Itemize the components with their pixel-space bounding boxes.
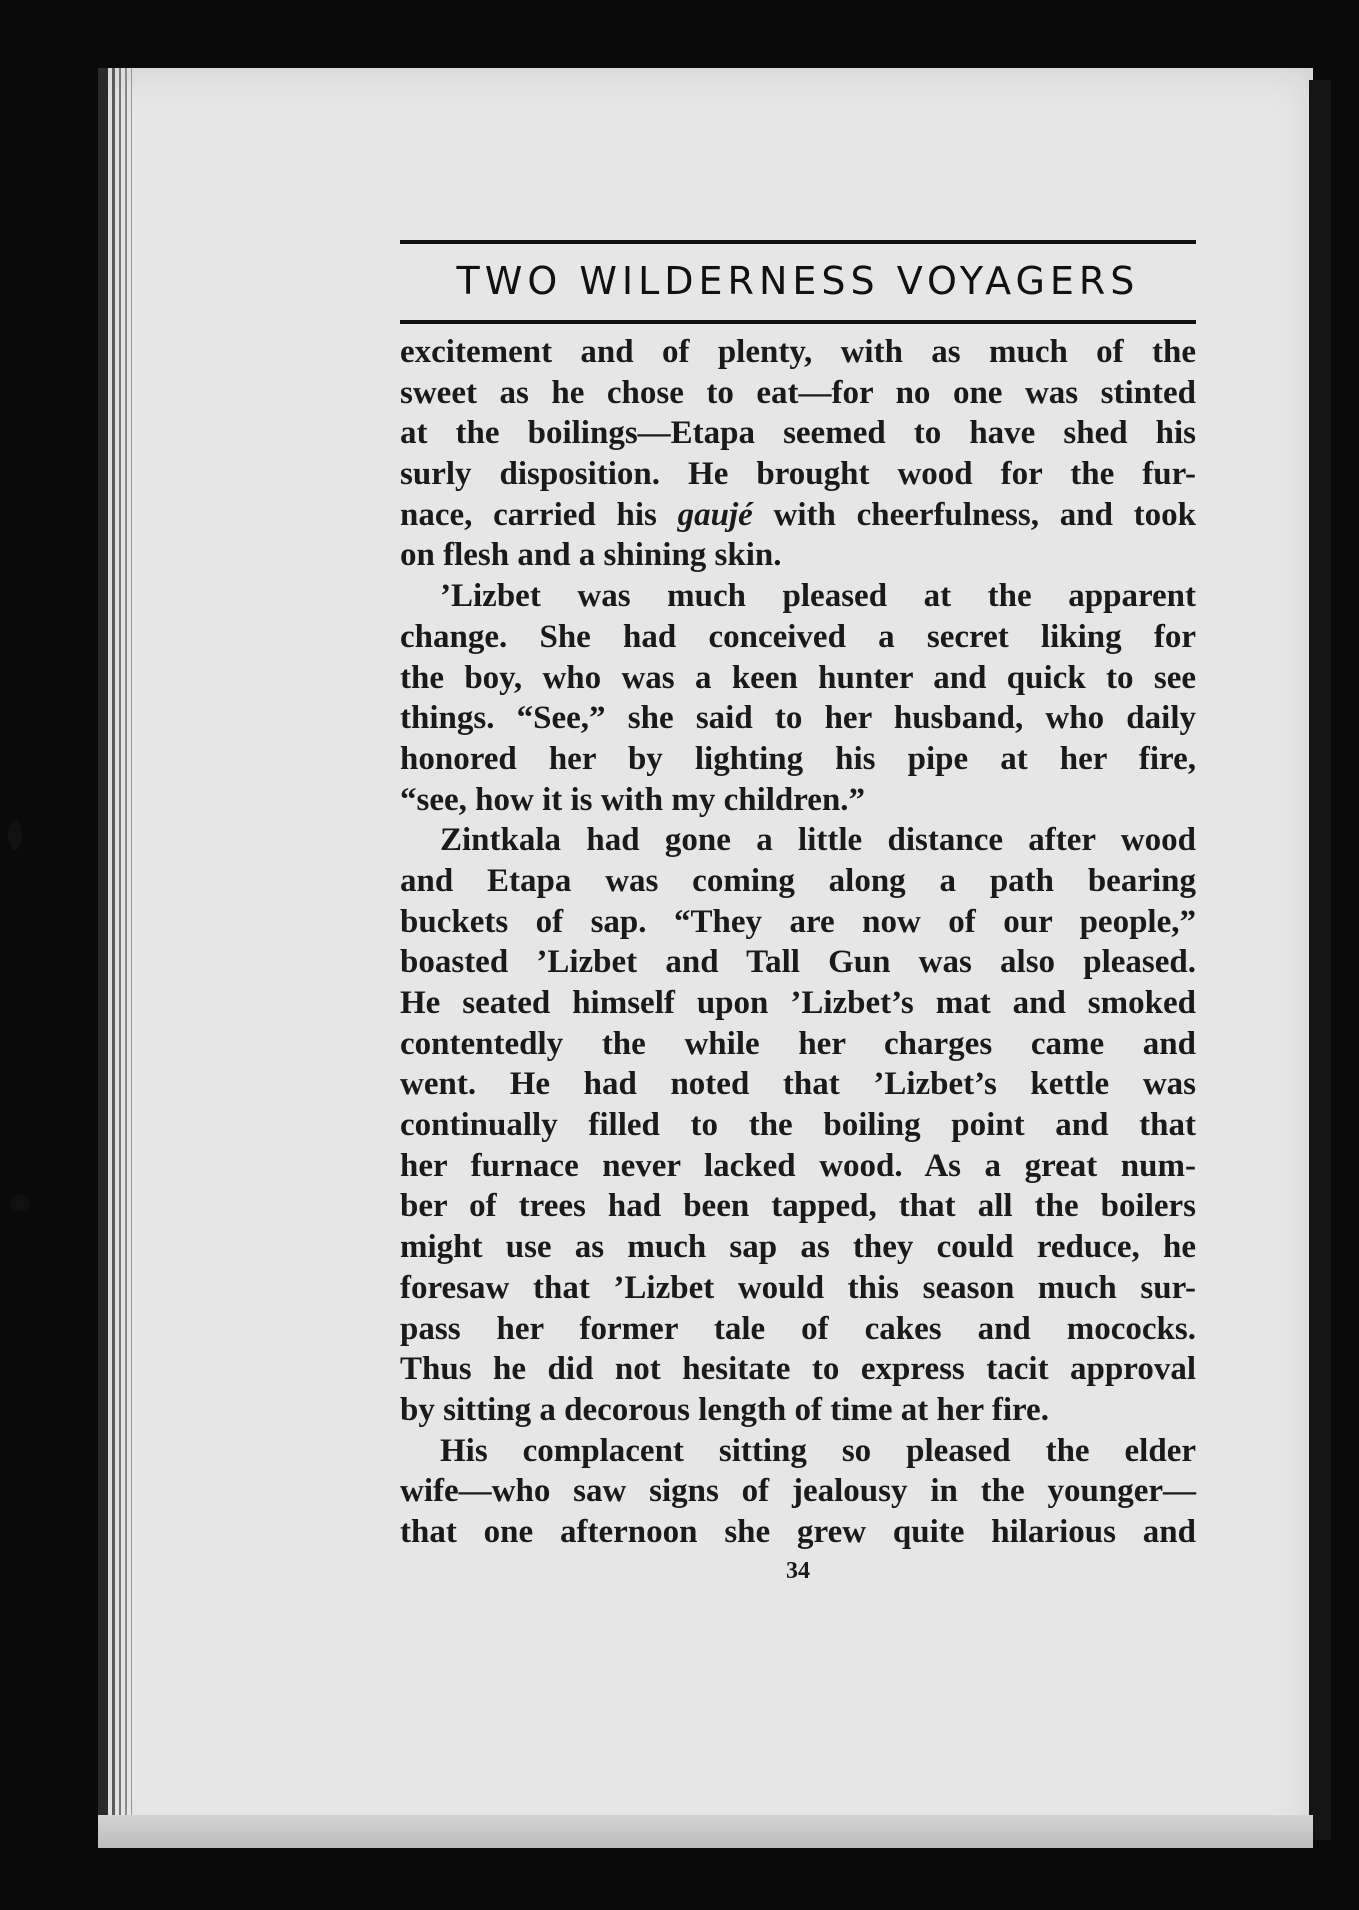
running-head: TWO WILDERNESS VOYAGERS [456, 259, 1140, 303]
page-number: 34 [786, 1557, 810, 1584]
page-bottom-shade [98, 1815, 1313, 1848]
text-line: by sitting a decorous length of time at her fire. [400, 1391, 1049, 1428]
text-line: foresaw that ’Lizbet would this season much sur- [400, 1269, 1196, 1306]
header-rule-bottom [400, 320, 1196, 324]
text-line: continually filled to the boiling point and that [400, 1107, 1196, 1144]
text-line: honored her by lighting his pipe at her fire, [400, 740, 1196, 777]
text-line: that one afternoon she grew quite hilarious and [400, 1513, 1196, 1550]
text-line: His complacent sitting so pleased the elder [440, 1432, 1196, 1469]
text-line: nace, carried his gaujé with cheerfulness, and took [400, 496, 1196, 533]
scan-speck [10, 1195, 30, 1211]
text-line: ’Lizbet was much pleased at the apparent [440, 578, 1196, 615]
text-line: on flesh and a shining skin. [400, 537, 782, 574]
page-right-edge [1309, 80, 1331, 1840]
body-text [400, 332, 1196, 1553]
text-line: wife—who saw signs of jealousy in the younger— [400, 1473, 1196, 1510]
text-line: excitement and of plenty, with as much of the [400, 334, 1196, 370]
binding-edge [125, 68, 127, 1848]
text-line: surly disposition. He brought wood for the fur- [400, 456, 1196, 493]
text-line: might use as much sap as they could reduce, he [400, 1229, 1196, 1266]
text-line: the boy, who was a keen hunter and quick to see [400, 659, 1196, 696]
text-line: He seated himself upon ’Lizbet’s mat and smoked [400, 985, 1196, 1021]
text-line: and Etapa was coming along a path bearing [400, 862, 1196, 899]
binding-edge [131, 68, 132, 1848]
italic-word: gaujé [677, 496, 753, 533]
text-line: at the boilings—Etapa seemed to have shed his [400, 415, 1196, 452]
text-block [400, 240, 1196, 1585]
binding-edge [112, 68, 115, 1848]
text-line: her furnace never lacked wood. As a great num- [400, 1147, 1196, 1184]
text-line: pass her former tale of cakes and mococks. [400, 1310, 1196, 1347]
binding-edge [119, 68, 121, 1848]
text-line: things. “See,” she said to her husband, who daily [400, 700, 1196, 737]
header-rule-top [400, 240, 1196, 244]
text-line: Zintkala had gone a little distance after wood [440, 822, 1196, 859]
binding-edge [98, 68, 108, 1848]
text-line: ber of trees had been tapped, that all the boilers [400, 1188, 1196, 1225]
text-line: Thus he did not hesitate to express tacit approval [400, 1351, 1196, 1388]
text-line: contentedly the while her charges came and [400, 1025, 1196, 1062]
text-line: sweet as he chose to eat—for no one was stinted [400, 374, 1196, 411]
text-line: boasted ’Lizbet and Tall Gun was also pleased. [400, 944, 1196, 981]
scan-speck [8, 820, 22, 850]
text-line: buckets of sap. “They are now of our people,” [400, 903, 1196, 940]
text-line: “see, how it is with my children.” [400, 781, 866, 818]
text-line: change. She had conceived a secret liking for [400, 618, 1196, 655]
text-line: went. He had noted that ’Lizbet’s kettle was [400, 1066, 1196, 1103]
